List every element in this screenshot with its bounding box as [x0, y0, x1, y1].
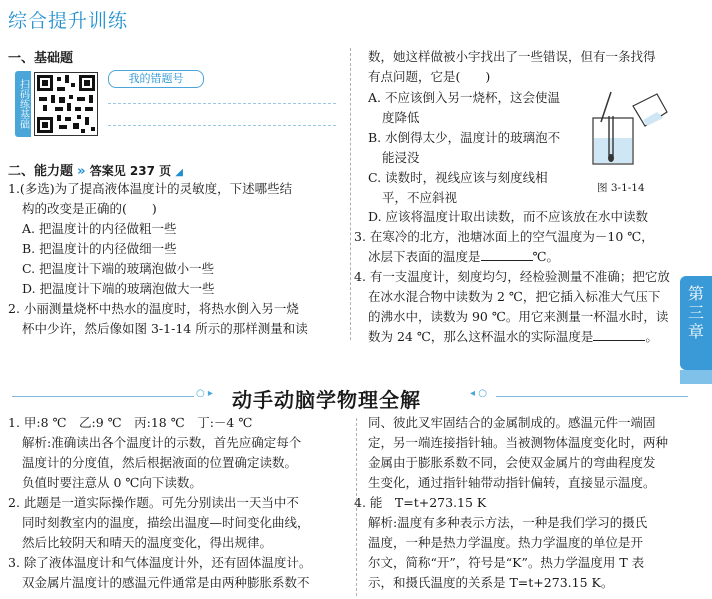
- sol3-cont-4: 生变化，通过指针轴带动指针偏转，直接显示温度。: [368, 475, 656, 490]
- q2-option-d: D. 应该将温度计取出读数，而不应该放在水中读数: [368, 209, 649, 224]
- column-divider: [350, 48, 351, 340]
- page-title: 综合提升训练: [8, 10, 129, 32]
- chapter-tab-label: 第三章: [688, 284, 705, 341]
- q4-text: 数为 24 ℃，那么这杯温水的实际温度是: [368, 329, 594, 344]
- chapter-tab-accent: [680, 370, 712, 384]
- banner-left-ornament-icon: ○ ▸: [196, 388, 213, 399]
- error-number-label: 我的错题号: [108, 70, 204, 88]
- qr-code-image[interactable]: [34, 72, 98, 136]
- sol4-analysis-4: 示，和摄氏温度的关系是 T=t+273.15 K。: [368, 575, 614, 590]
- sol1-answer: 1. 甲:8 ℃ 乙:9 ℃ 丙:18 ℃ 丁:－4 ℃: [8, 415, 253, 430]
- q2-option-c-2: 平，不应斜视: [382, 190, 458, 205]
- q1-option-a: A. 把温度计的内径做粗一些: [22, 221, 177, 236]
- q4-line-1: 4. 有一支温度计，刻度均匀，经检验测量不准确；把它放: [354, 269, 670, 284]
- figure-caption: 图 3-1-14: [597, 182, 645, 194]
- qr-side-label: [15, 71, 31, 137]
- double-chevron-icon: »: [77, 164, 86, 179]
- q4-answer-blank[interactable]: [593, 328, 645, 341]
- arrow-triangle-icon: ◢: [175, 167, 183, 178]
- figure-thermometer-beaker: [585, 86, 675, 176]
- error-number-line-2[interactable]: [108, 125, 336, 126]
- q3-unit: ℃。: [532, 249, 559, 264]
- sol3-cont-2: 定，另一端连接指针轴。当被测物体温度变化时，两种: [368, 435, 669, 450]
- sol2-line-1: 2. 此题是一道实际操作题。可先分别读出一天当中不: [8, 495, 299, 510]
- section-title-basic: 一、基础题: [8, 51, 74, 66]
- section-title-ability-row: [8, 160, 183, 179]
- q2-cont-line-1: 数，她这样做被小宇找出了一些错误，但有一条找得: [368, 49, 656, 64]
- banner-rule-right: [496, 396, 688, 397]
- section-title-ability: 二、能力题: [8, 164, 74, 179]
- banner-title: 动手动脑学物理全解: [232, 388, 421, 412]
- q4-period: 。: [645, 329, 658, 344]
- q4-line-3: 的沸水中，读数为 90 ℃。用它来测量一杯温水时，读: [368, 309, 669, 324]
- sol2-line-2: 同时刻教室内的温度，描绘出温度—时间变化曲线，: [22, 515, 310, 530]
- q2-option-b-1: B. 水倒得太少，温度计的玻璃泡不: [368, 130, 561, 145]
- banner-rule-left: [12, 396, 194, 397]
- sol1-analysis-2: 温度计的分度值，然后根据液面的位置确定读数。: [22, 455, 298, 470]
- sol4-analysis-3: 尔文，简称“开”，符号是“K”。热力学温度用 T 表: [368, 555, 645, 570]
- q2-line-2: 杯中少许，然后像如图 3-1-14 所示的那样测量和读: [22, 321, 308, 336]
- q3-text: 冰层下表面的温度是: [368, 249, 481, 264]
- sol4-answer: 4. 能 T=t+273.15 K: [354, 495, 487, 510]
- sol3-cont-3: 金属由于膨胀系数不同，会使双金属片的弯曲程度发: [368, 455, 656, 470]
- sol4-analysis-1: 解析:温度有多种表示方法，一种是我们学习的摄氏: [368, 515, 648, 530]
- sol1-analysis-1: 解析:准确读出各个温度计的示数，首先应确定每个: [22, 435, 302, 450]
- q4-line-2: 在冰水混合物中读数为 2 ℃，把它插入标准大气压下: [368, 289, 661, 304]
- q2-cont-line-2: 有点问题，它是( ): [368, 69, 491, 84]
- q1-option-c: C. 把温度计下端的玻璃泡做小一些: [22, 261, 215, 276]
- qr-side-text: 扫码练基础: [17, 79, 29, 129]
- q1-line-1: 1.(多选)为了提高液体温度计的灵敏度，下述哪些结: [8, 181, 293, 196]
- sol3-line-1: 3. 除了液体温度计和气体温度计外，还有固体温度计。: [8, 555, 312, 570]
- chapter-tab[interactable]: [680, 276, 712, 370]
- answer-page-ref: 答案见 237 页: [89, 164, 172, 178]
- q2-line-1: 2. 小丽测量烧杯中热水的温度时，将热水倒入另一烧: [8, 301, 299, 316]
- error-number-line-1[interactable]: [108, 103, 336, 104]
- q3-line-1: 3. 在寒冷的北方，池塘冰面上的空气温度为－10 ℃，: [354, 229, 654, 244]
- q3-answer-blank[interactable]: [481, 248, 533, 261]
- q1-option-d: D. 把温度计下端的玻璃泡做大一些: [22, 281, 215, 296]
- sol3-cont-1: 同、彼此叉牢固结合的金属制成的。感温元件一端固: [368, 415, 656, 430]
- sol1-analysis-3: 负值时要注意从 0 ℃向下读数。: [22, 475, 202, 490]
- q2-option-b-2: 能浸没: [382, 150, 420, 165]
- q2-option-a-1: A. 不应该倒入另一烧杯，这会使温: [368, 90, 560, 105]
- q3-line-2: [368, 247, 559, 268]
- q2-option-c-1: C. 读数时，视线应该与刻度线相: [368, 170, 548, 185]
- q1-option-b: B. 把温度计的内径做细一些: [22, 241, 177, 256]
- q4-line-4: [368, 327, 658, 348]
- sol2-line-3: 然后比较阴天和晴天的温度变化，得出规律。: [22, 535, 273, 550]
- sol4-analysis-2: 温度，一种是热力学温度。热力学温度的单位是开: [368, 535, 644, 550]
- banner-right-ornament-icon: ◂ ○: [470, 388, 487, 399]
- q1-line-2: 构的改变是正确的( ): [22, 201, 157, 216]
- q2-option-a-2: 度降低: [382, 110, 420, 125]
- sol3-line-2: 双金属片温度计的感温元件通常是由两种膨胀系数不: [22, 575, 310, 590]
